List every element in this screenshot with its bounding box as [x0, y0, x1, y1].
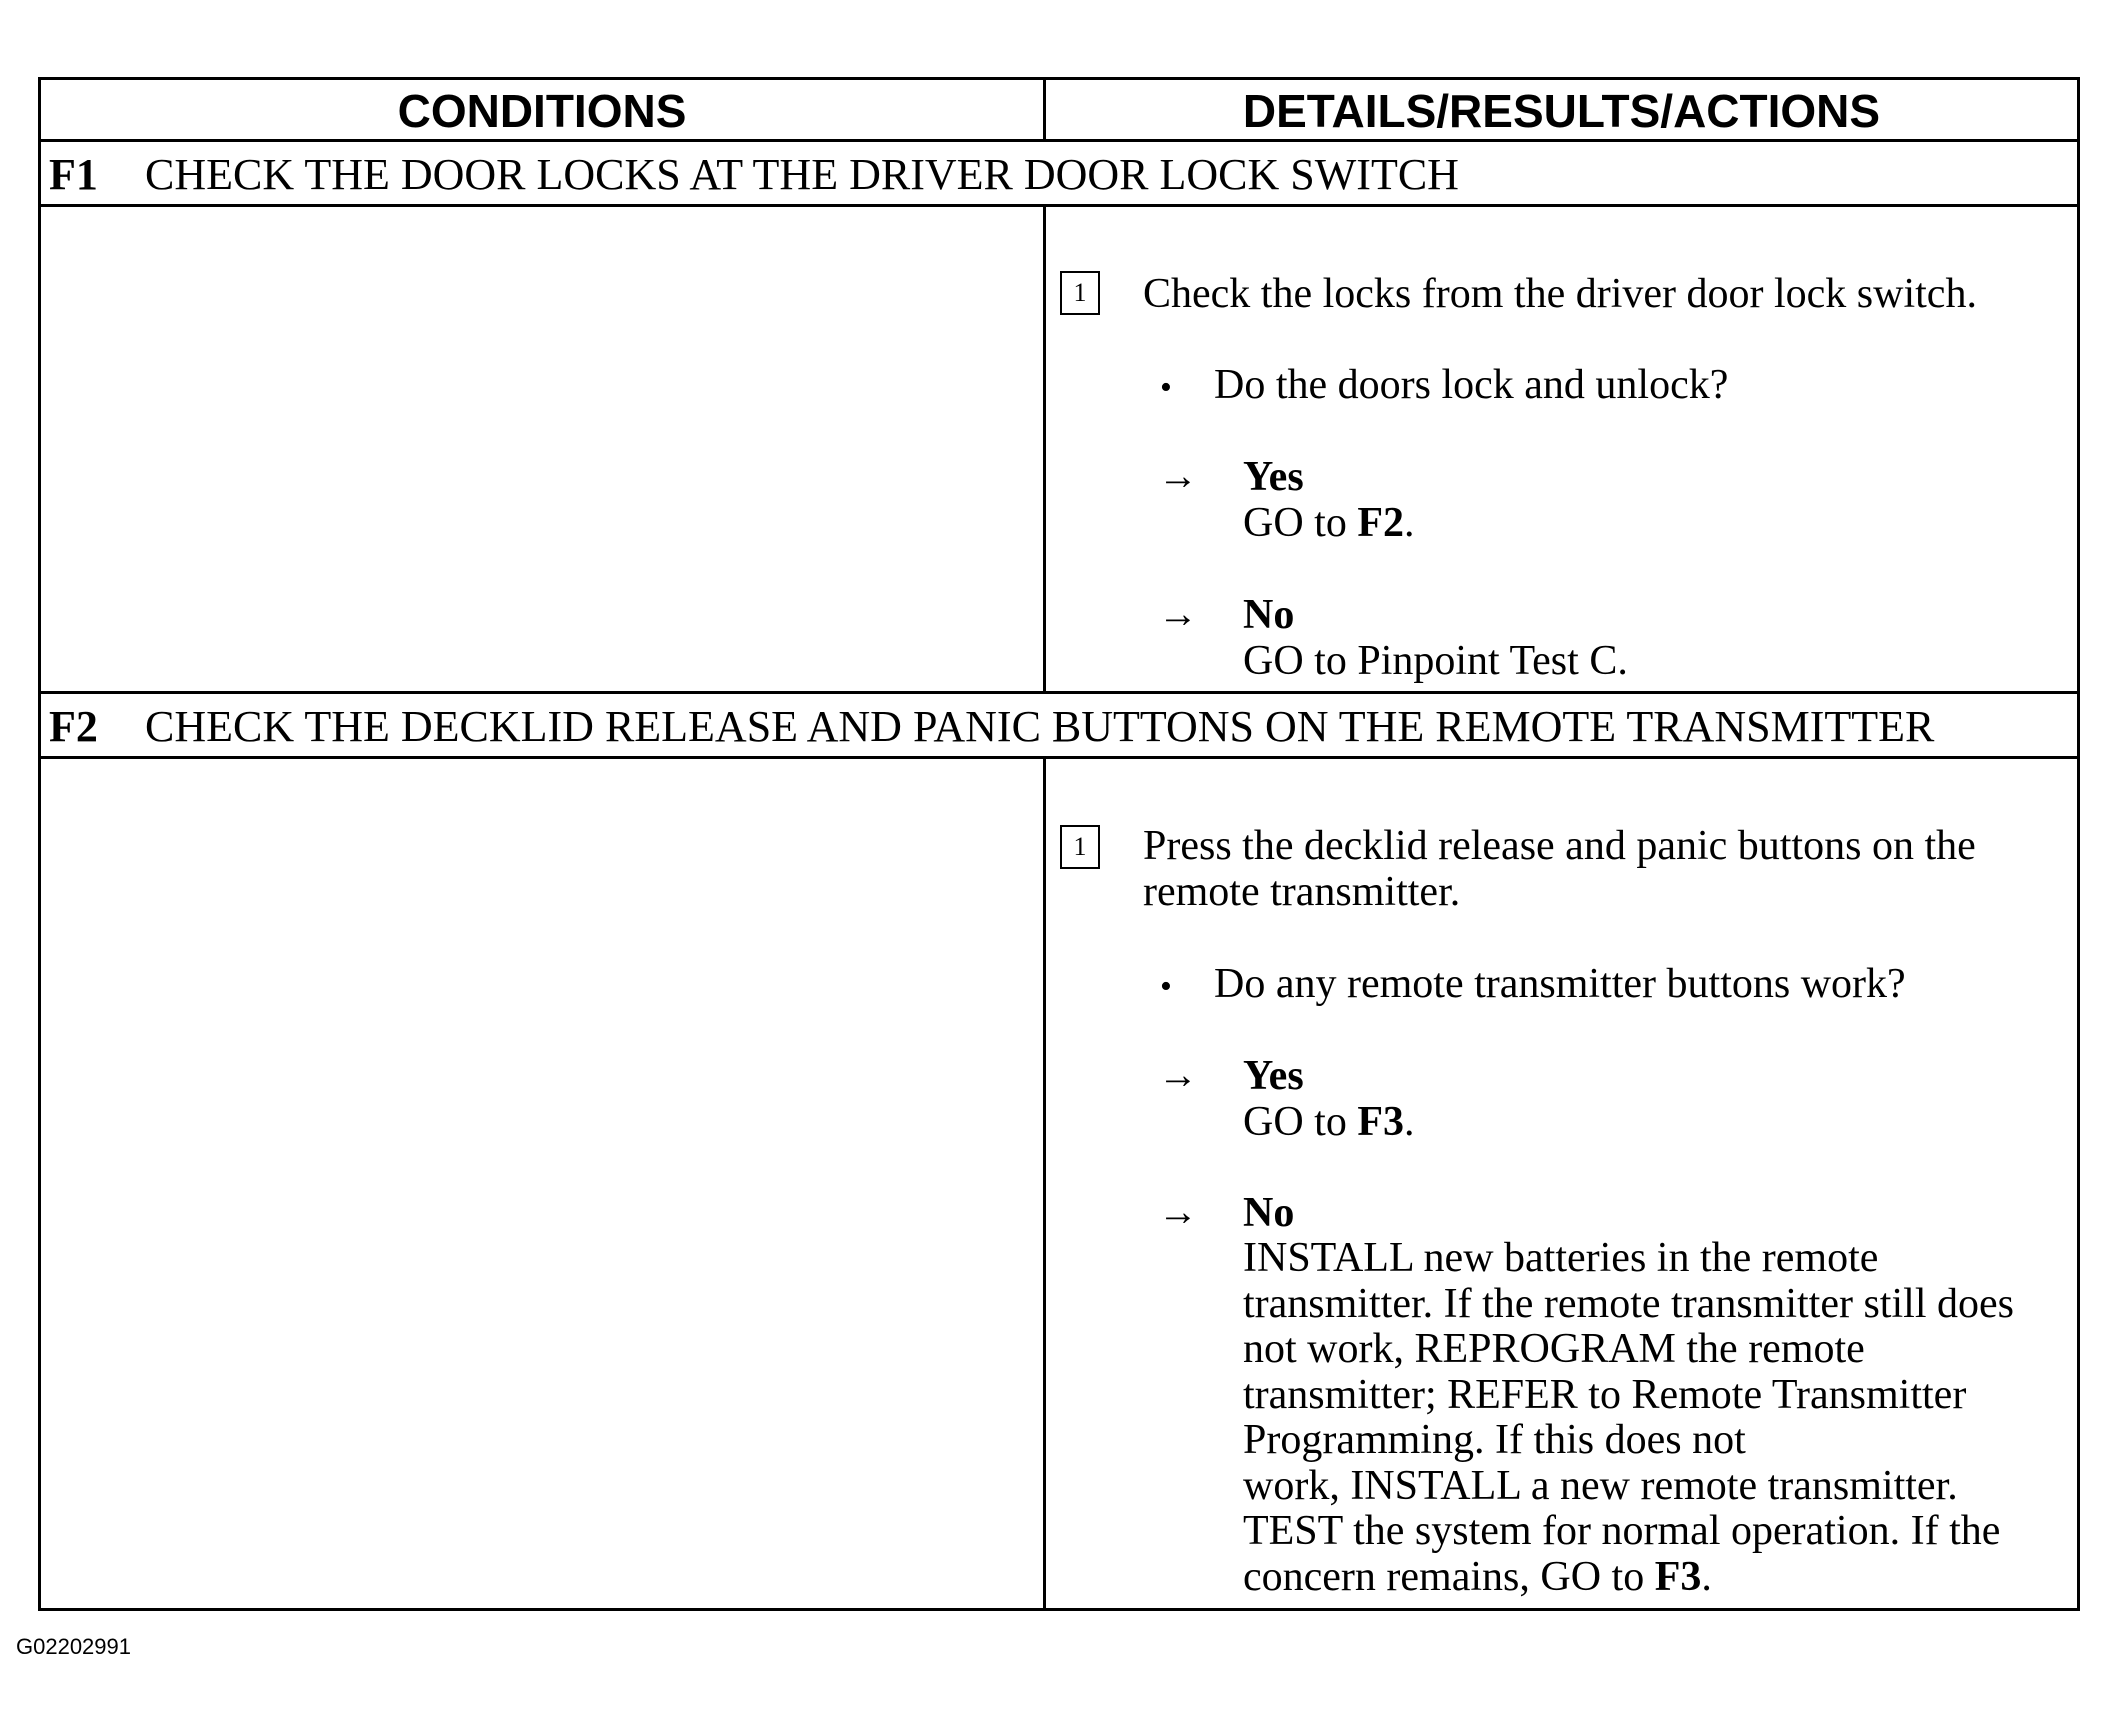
details-header: DETAILS/RESULTS/ACTIONS — [1242, 85, 1881, 137]
step-f1-body — [41, 207, 2077, 694]
step-f1-no-arrow-icon: → — [1158, 591, 1198, 636]
step-f2-yes-text: GO to F3. — [1243, 1099, 1415, 1145]
step-f2-yes-arrow-icon: → — [1158, 1052, 1198, 1097]
step-f2-id: F2 — [49, 702, 98, 751]
step-f1-title: CHECK THE DOOR LOCKS AT THE DRIVER DOOR LOCK SWITCH — [145, 150, 1459, 199]
step-f1-conditions — [41, 207, 1046, 691]
step-f1-yes-arrow-icon: → — [1158, 453, 1198, 498]
step-f2-conditions — [41, 759, 1046, 1608]
step-f2-action-text-line2: remote transmitter. — [1143, 869, 1461, 915]
step-f1-question: Do the doors lock and unlock? — [1214, 362, 1729, 408]
step-f2-title-row — [41, 694, 2077, 759]
conditions-header: CONDITIONS — [41, 80, 1046, 139]
step-f1-bullet-icon: • — [1160, 369, 1172, 406]
step-f2-title: CHECK THE DECKLID RELEASE AND PANIC BUTTONS ON THE REMOTE TRANSMITTER — [145, 702, 1935, 751]
diagnostic-table — [38, 77, 2080, 1611]
step-f2-details — [1046, 759, 2077, 1608]
step-f2-body — [41, 759, 2077, 1608]
step-f2-action-text-line1: Press the decklid release and panic buttons on the — [1143, 823, 1976, 869]
step-f2-no-text: INSTALL new batteries in the remote transmitter. If the remote transmitter still does not work, REPROGRAM the remote transmitter; REFER to Remote Transmitter Programming. If this does not work, INSTALL a new remote transmitter. TEST the system for normal operation. If the concern remains, GO to F3. — [1243, 1235, 2014, 1600]
step-f1-id: F1 — [49, 150, 98, 199]
step-f1-action-number: 1 — [1060, 271, 1100, 315]
step-f2-no-label: No — [1243, 1190, 1295, 1236]
step-f2-action-number: 1 — [1060, 825, 1100, 869]
step-f1-yes-label: Yes — [1243, 454, 1304, 500]
step-f1-no-text: GO to Pinpoint Test C. — [1243, 638, 1628, 684]
step-f2-bullet-icon: • — [1160, 968, 1172, 1005]
step-f1-title-row — [41, 142, 2077, 207]
figure-id: G02202991 — [16, 1634, 131, 1659]
step-f1-details — [1046, 207, 2077, 691]
step-f2-no-arrow-icon: → — [1158, 1189, 1198, 1234]
step-f1-action-text: Check the locks from the driver door lock switch. — [1143, 271, 1977, 317]
step-f2-yes-label: Yes — [1243, 1053, 1304, 1099]
step-f1-yes-text: GO to F2. — [1243, 500, 1415, 546]
step-f1-no-label: No — [1243, 592, 1295, 638]
table-header — [41, 80, 2077, 142]
step-f2-question: Do any remote transmitter buttons work? — [1214, 961, 1906, 1007]
